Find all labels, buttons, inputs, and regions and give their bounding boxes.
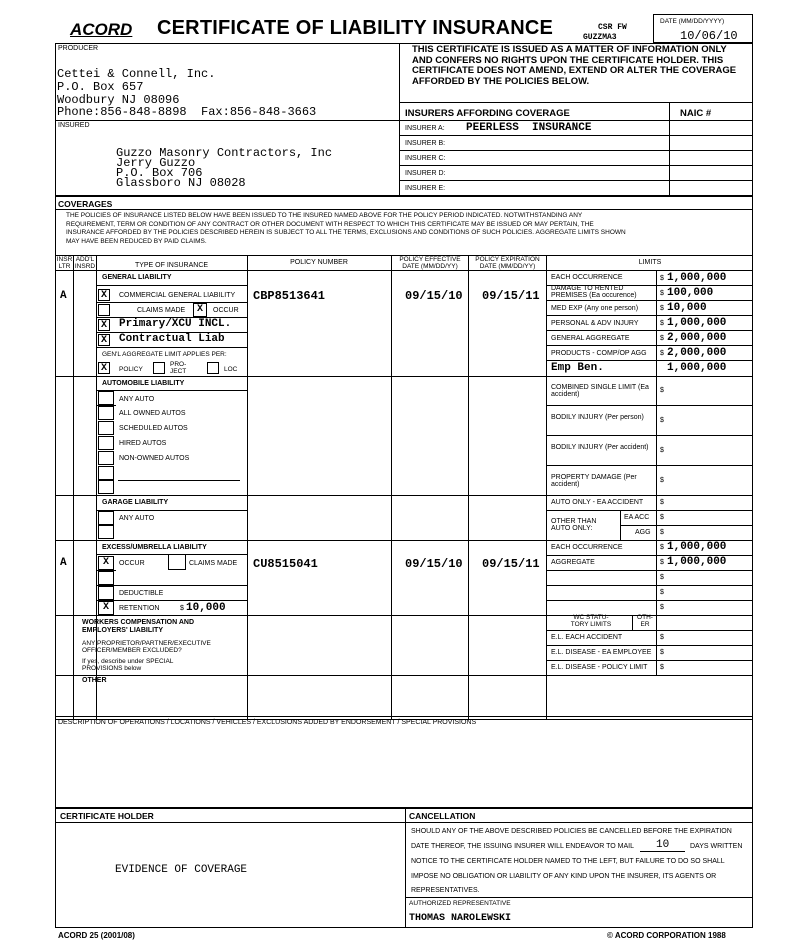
- insurer-d-label: INSURER D:: [405, 170, 446, 177]
- umb-limit-value-1: 1,000,000: [667, 556, 727, 568]
- garage-dollar-1: $: [660, 514, 664, 521]
- garage-blank-checkbox[interactable]: [98, 525, 114, 539]
- gl-loc-checkbox[interactable]: [207, 362, 219, 374]
- cancel-line-5: REPRESENTATIVES.: [411, 887, 480, 894]
- wc-limit-label-2: E.L. DISEASE - POLICY LIMIT: [551, 664, 648, 671]
- garage-ea-acc: EA ACC: [624, 514, 650, 521]
- producer-line-3: Woodbury NJ 08096: [57, 93, 180, 107]
- wc-statu: WC STATU- TORY LIMITS: [570, 614, 612, 628]
- umb-deductible-checkbox[interactable]: [98, 586, 114, 600]
- auto-dollar-1: $: [660, 417, 664, 424]
- auto-limit-label-0: COMBINED SINGLE LIMIT (Ea accident): [551, 384, 649, 398]
- umb-limit-label-1: AGGREGATE: [551, 559, 595, 566]
- gl-limit-value-2: 10,000: [667, 302, 707, 314]
- garage-dollar-0: $: [660, 499, 664, 506]
- gl-agg-applies: GEN'L AGGREGATE LIMIT APPLIES PER:: [102, 351, 227, 358]
- certificate-holder-label: CERTIFICATE HOLDER: [60, 811, 154, 821]
- auto-limit-label-2: BODILY INJURY (Per accident): [551, 444, 649, 451]
- insured-line-1: Guzzo Masonry Contractors, Inc: [116, 146, 333, 160]
- garage-auto-only: AUTO ONLY - EA ACCIDENT: [551, 499, 644, 506]
- wc-dollar-2: $: [660, 664, 664, 671]
- gl-loc-label: LOC: [224, 366, 238, 373]
- col-insr-ltr: INSR LTR: [56, 256, 73, 270]
- gl-dollar-1: $: [660, 290, 664, 297]
- gl-limit-label-5: PRODUCTS - COMP/OP AGG: [551, 350, 647, 357]
- gl-limit-label-3: PERSONAL & ADV INJURY: [551, 320, 639, 327]
- umb-retention-value: 10,000: [186, 602, 226, 614]
- umb-claims-made-checkbox[interactable]: [168, 554, 186, 570]
- csr-label: CSR FW: [598, 23, 627, 32]
- gl-dollar-2: $: [660, 305, 664, 312]
- wc-limit-label-0: E.L. EACH ACCIDENT: [551, 634, 623, 641]
- col-policy-number: POLICY NUMBER: [290, 259, 348, 266]
- gl-dollar-5: $: [660, 350, 664, 357]
- insured-line-3: P.O. Box 706: [116, 166, 203, 180]
- umb-deductible: DEDUCTIBLE: [119, 590, 164, 597]
- umb-dollar-0: $: [660, 544, 664, 551]
- auto-item-any: ANY AUTO: [119, 396, 155, 403]
- cancel-line-2b: DAYS WRITTEN: [690, 843, 743, 850]
- gl-occur-label: OCCUR: [213, 307, 239, 314]
- gl-limit-value-6: 1,000,000: [667, 362, 727, 374]
- gl-limit-value-0: 1,000,000: [667, 272, 727, 284]
- gl-claims-made-checkbox[interactable]: [98, 304, 110, 316]
- coverages-intro: THE POLICIES OF INSURANCE LISTED BELOW HAVE BEEN ISSUED TO THE INSURED NAMED ABOVE FOR THE POLICY PERIOD INDICATED. NOTWITHSTANDING ANY REQUIREMENT, TERM OR CONDITION OF ANY CONTRACT OR OTHER DOCUMENT WITH RESPECT TO WHICH THIS CERTIFICATE MAY BE ISSUED OR MAY PERTAIN, THE INSURANCE AFFORDED BY THE POLICIES DESCRIBED HEREIN IS SUBJECT TO ALL THE TERMS, EXCLUSIONS AND CONDITIONS OF SUCH POLICIES. AGGREGATE LIMITS SHOWN MAY HAVE BEEN REDUCED BY PAID CLAIMS.: [66, 212, 626, 245]
- col-eff-date: POLICY EFFECTIVE DATE (MM/DD/YY): [399, 256, 461, 270]
- auto-scheduled-checkbox[interactable]: [98, 421, 114, 435]
- gl-eff-date: 09/15/10: [405, 289, 463, 303]
- cancellation-label: CANCELLATION: [409, 811, 476, 821]
- gl-primary-xcu: Primary/XCU INCL.: [119, 318, 232, 330]
- producer-label: PRODUCER: [58, 45, 99, 52]
- wc-other: OTH- ER: [637, 614, 653, 628]
- garage-any-auto-checkbox[interactable]: [98, 511, 114, 525]
- authorized-rep-name: THOMAS NAROLEWSKI: [409, 913, 512, 924]
- gl-limit-label-2: MED EXP (Any one person): [551, 305, 639, 312]
- auto-item-hired: HIRED AUTOS: [119, 440, 167, 447]
- auto-any-checkbox[interactable]: [98, 391, 114, 405]
- insured-line-2: Jerry Guzzo: [116, 156, 196, 170]
- auto-item-scheduled: SCHEDULED AUTOS: [119, 425, 188, 432]
- footer-copyright: © ACORD CORPORATION 1988: [607, 931, 726, 940]
- insured-label: INSURED: [58, 122, 90, 129]
- garage-agg: AGG: [635, 529, 651, 536]
- umb-dollar-4: $: [660, 604, 664, 611]
- umb-title: EXCESS/UMBRELLA LIABILITY: [102, 544, 207, 551]
- umb-dollar-1: $: [660, 559, 664, 566]
- insurer-b-label: INSURER B:: [405, 140, 446, 147]
- gl-policy-checkbox[interactable]: X: [98, 362, 110, 374]
- umb-dollar-2: $: [660, 574, 664, 581]
- gl-limit-label-1: DAMAGE TO RENTED PREMISES (Ea occurence): [551, 285, 637, 299]
- page-title: CERTIFICATE OF LIABILITY INSURANCE: [157, 17, 554, 39]
- umb-eff-date: 09/15/10: [405, 557, 463, 571]
- gl-contractual-liab: Contractual Liab: [119, 333, 225, 345]
- gl-primary-checkbox[interactable]: X: [98, 319, 110, 331]
- umb-exp-date: 09/15/11: [482, 557, 540, 571]
- auto-non-owned-checkbox[interactable]: [98, 451, 114, 465]
- umb-dollar-3: $: [660, 589, 664, 596]
- auto-all-owned-checkbox[interactable]: [98, 406, 114, 420]
- umb-claims-made-label: CLAIMS MADE: [189, 560, 238, 567]
- col-add-insrd: ADD'L INSRD: [74, 256, 96, 270]
- insurer-e-label: INSURER E:: [405, 185, 446, 192]
- wc-proprietor: ANY PROPRIETOR/PARTNER/EXECUTIVE OFFICER/MEMBER EXCLUDED?: [82, 640, 211, 654]
- cancel-line-1: SHOULD ANY OF THE ABOVE DESCRIBED POLICIES BE CANCELLED BEFORE THE EXPIRATION: [411, 828, 732, 835]
- wc-title: WORKERS COMPENSATION AND EMPLOYERS' LIABILITY: [82, 619, 194, 634]
- gl-limit-label-0: EACH OCCURRENCE: [551, 274, 623, 281]
- col-limits: LIMITS: [638, 259, 662, 266]
- garage-other-than: OTHER THAN AUTO ONLY:: [551, 518, 597, 532]
- umb-policy-number: CU8515041: [253, 557, 318, 571]
- col-exp-date: POLICY EXPIRATION DATE (MM/DD/YY): [475, 256, 540, 270]
- producer-line-2: P.O. Box 657: [57, 80, 144, 94]
- gl-limit-label-6: Emp Ben.: [551, 362, 604, 374]
- authorized-rep-label: AUTHORIZED REPRESENTATIVE: [409, 900, 511, 907]
- col-type: TYPE OF INSURANCE: [134, 262, 209, 269]
- insurers-heading: INSURERS AFFORDING COVERAGE: [405, 108, 570, 119]
- gl-project-label: PRO- JECT: [170, 361, 187, 375]
- date-label: DATE (MM/DD/YYYY): [660, 18, 725, 25]
- auto-limit-label-1: BODILY INJURY (Per person): [551, 414, 644, 421]
- gl-exp-date: 09/15/11: [482, 289, 540, 303]
- garage-any-auto: ANY AUTO: [119, 515, 155, 522]
- insured-line-4: Glassboro NJ 08028: [116, 176, 246, 190]
- gl-contractual-checkbox[interactable]: X: [98, 334, 110, 346]
- auto-limit-label-3: PROPERTY DAMAGE (Per accident): [551, 474, 637, 488]
- certificate-holder-value: EVIDENCE OF COVERAGE: [115, 864, 248, 876]
- cancel-line-4: IMPOSE NO OBLIGATION OR LIABILITY OF ANY KIND UPON THE INSURER, ITS AGENTS OR: [411, 873, 717, 880]
- cancel-line-3: NOTICE TO THE CERTIFICATE HOLDER NAMED TO THE LEFT, BUT FAILURE TO DO SO SHALL: [411, 858, 725, 865]
- umb-occur-label: OCCUR: [119, 560, 145, 567]
- naic-label: NAIC #: [680, 108, 712, 119]
- acord-logo: ACORD: [70, 20, 133, 39]
- insurer-a-name: PEERLESS INSURANCE: [466, 122, 592, 134]
- description-label: DESCRIPTION OF OPERATIONS / LOCATIONS / VEHICLES / EXCLUSIONS ADDED BY ENDORSEMENT / SPECIAL PROVISIONS: [58, 719, 477, 726]
- auto-hired-checkbox[interactable]: [98, 436, 114, 450]
- gl-insurer-letter: A: [60, 290, 67, 302]
- umb-retention-checkbox[interactable]: X: [98, 601, 114, 615]
- auto-dollar-2: $: [660, 447, 664, 454]
- other-title: OTHER: [82, 677, 107, 684]
- umb-limit-label-0: EACH OCCURRENCE: [551, 544, 623, 551]
- umb-retention: RETENTION: [119, 605, 160, 612]
- gl-project-checkbox[interactable]: [153, 362, 165, 374]
- gl-cgl-label: COMMERCIAL GENERAL LIABILITY: [119, 292, 236, 299]
- gl-occur-checkbox[interactable]: X: [193, 303, 207, 317]
- gl-policy-number: CBP8513641: [253, 289, 326, 303]
- insurer-c-label: INSURER C:: [405, 155, 446, 162]
- coverages-label: COVERAGES: [58, 199, 113, 209]
- date-value: 10/06/10: [680, 29, 738, 43]
- description-box: [55, 716, 753, 808]
- gl-limit-value-4: 2,000,000: [667, 332, 727, 344]
- csr-code: GUZZMA3: [583, 33, 617, 42]
- gl-dollar-0: $: [660, 275, 664, 282]
- umb-insurer-letter: A: [60, 557, 67, 569]
- cancel-days: 10: [656, 839, 670, 851]
- umb-occur-checkbox[interactable]: X: [98, 556, 114, 570]
- umb-blank-checkbox[interactable]: [98, 571, 114, 585]
- auto-item-non-owned: NON-OWNED AUTOS: [119, 455, 190, 462]
- auto-title: AUTOMOBILE LIABILITY: [102, 380, 185, 387]
- gl-dollar-4: $: [660, 335, 664, 342]
- auto-dollar-3: $: [660, 477, 664, 484]
- gl-claims-made-label: CLAIMS MADE: [137, 307, 186, 314]
- gl-limit-value-1: 100,000: [667, 287, 714, 299]
- gl-title: GENERAL LIABILITY: [102, 274, 172, 281]
- producer-line-4: Phone:856-848-8898 Fax:856-848-3663: [57, 105, 317, 119]
- auto-blank-checkbox-1[interactable]: [98, 466, 114, 480]
- producer-line-1: Cettei & Connell, Inc.: [57, 67, 216, 81]
- certificate-notice: THIS CERTIFICATE IS ISSUED AS A MATTER OF INFORMATION ONLY AND CONFERS NO RIGHTS UPON THE CERTIFICATE HOLDER. THIS CERTIFICATE DOES NOT AMEND, EXTEND OR ALTER THE COVERAGE AFFORDED BY THE POLICIES BELOW.: [412, 44, 737, 87]
- wc-dollar-1: $: [660, 649, 664, 656]
- gl-dollar-3: $: [660, 320, 664, 327]
- garage-title: GARAGE LIABILITY: [102, 499, 169, 506]
- garage-dollar-2: $: [660, 529, 664, 536]
- umb-retention-dollar: $: [180, 605, 184, 612]
- umb-limit-value-0: 1,000,000: [667, 541, 727, 553]
- insurer-a-label: INSURER A:: [405, 125, 445, 132]
- cancel-line-2a: DATE THEREOF, THE ISSUING INSURER WILL ENDEAVOR TO MAIL: [411, 843, 635, 850]
- wc-dollar-0: $: [660, 634, 664, 641]
- gl-cgl-checkbox[interactable]: X: [98, 289, 110, 301]
- auto-item-all-owned: ALL OWNED AUTOS: [119, 410, 186, 417]
- auto-blank-checkbox-2[interactable]: [98, 480, 114, 494]
- auto-dollar-0: $: [660, 387, 664, 394]
- wc-describe: If yes, describe under SPECIAL PROVISIONS below: [82, 658, 174, 672]
- gl-limit-value-3: 1,000,000: [667, 317, 727, 329]
- wc-limit-label-1: E.L. DISEASE - EA EMPLOYEE: [551, 649, 652, 656]
- footer-form-id: ACORD 25 (2001/08): [58, 931, 135, 940]
- gl-limit-label-4: GENERAL AGGREGATE: [551, 335, 630, 342]
- gl-limit-value-5: 2,000,000: [667, 347, 727, 359]
- gl-policy-label: POLICY: [119, 366, 143, 373]
